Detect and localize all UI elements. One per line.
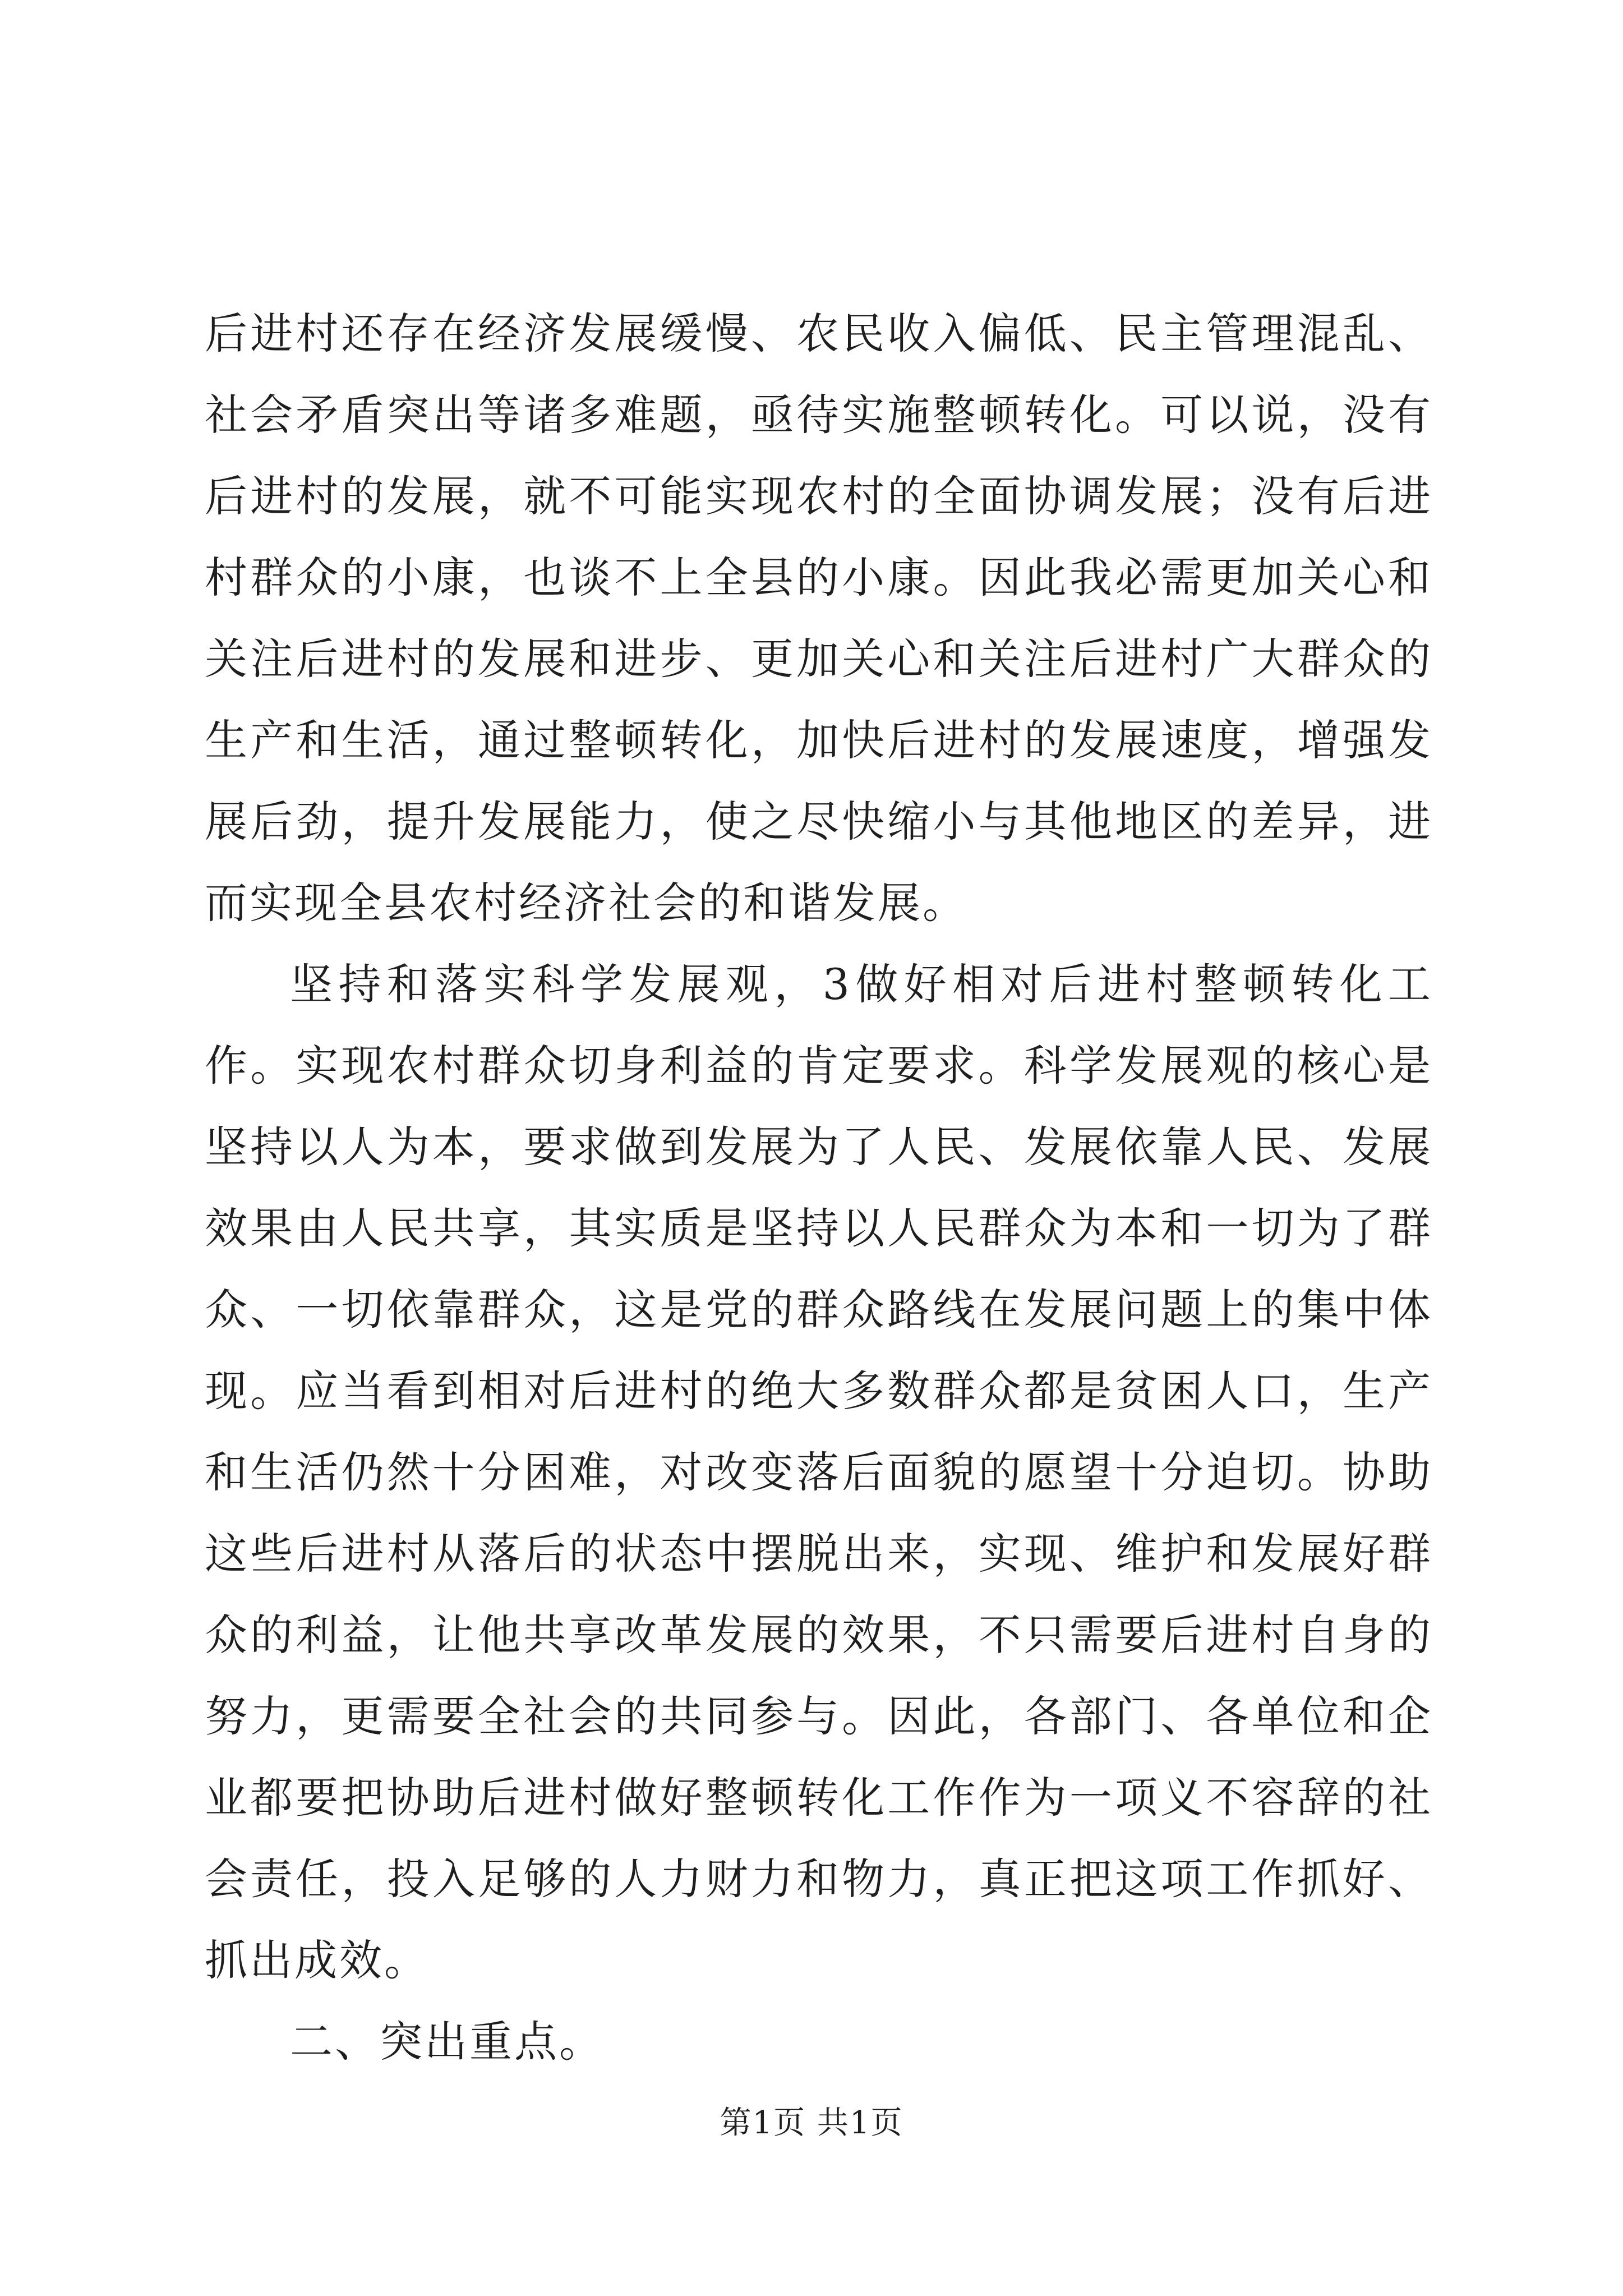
- document-body: [205, 293, 1433, 2082]
- paragraph-continuation: 后进村还存在经济发展缓慢、农民收入偏低、民主管理混乱、社会矛盾突出等诸多难题，亟待实施整顿转化。可以说，没有后进村的发展，就不可能实现农村的全面协调发展；没有后进村群众的小康，也谈不上全县的小康。因此我必需更加关心和关注后进村的发展和进步、更加关心和关注后进村广大群众的生产和生活，通过整顿转化，加快后进村的发展速度，增强发展后劲，提升发展能力，使之尽快缩小与其他地区的差异，进而实现全县农村经济社会的和谐发展。: [205, 309, 1433, 928]
- page-footer: 第1页 共1页: [720, 2105, 903, 2141]
- section-heading-two: 二、突出重点。: [290, 2017, 604, 2067]
- paragraph-development-view: 坚持和落实科学发展观，3做好相对后进村整顿转化工作。实现农村群众切身利益的肯定要求。科学发展观的核心是坚持以人为本，要求做到发展为了人民、发展依靠人民、发展效果由人民共享，其实质是坚持以人民群众为本和一切为了群众、一切依靠群众，这是党的群众路线在发展问题上的集中体现。应当看到相对后进村的绝大多数群众都是贫困人口，生产和生活仍然十分困难，对改变落后面貌的愿望十分迫切。协助这些后进村从落后的状态中摆脱出来，实现、维护和发展好群众的利益，让他共享改革发展的效果，不只需要后进村自身的努力，更需要全社会的共同参与。因此，各部门、各单位和企业都要把协助后进村做好整顿转化工作作为一项义不容辞的社会责任，投入足够的人力财力和物力，真正把这项工作抓好、抓出成效。: [205, 959, 1433, 1985]
